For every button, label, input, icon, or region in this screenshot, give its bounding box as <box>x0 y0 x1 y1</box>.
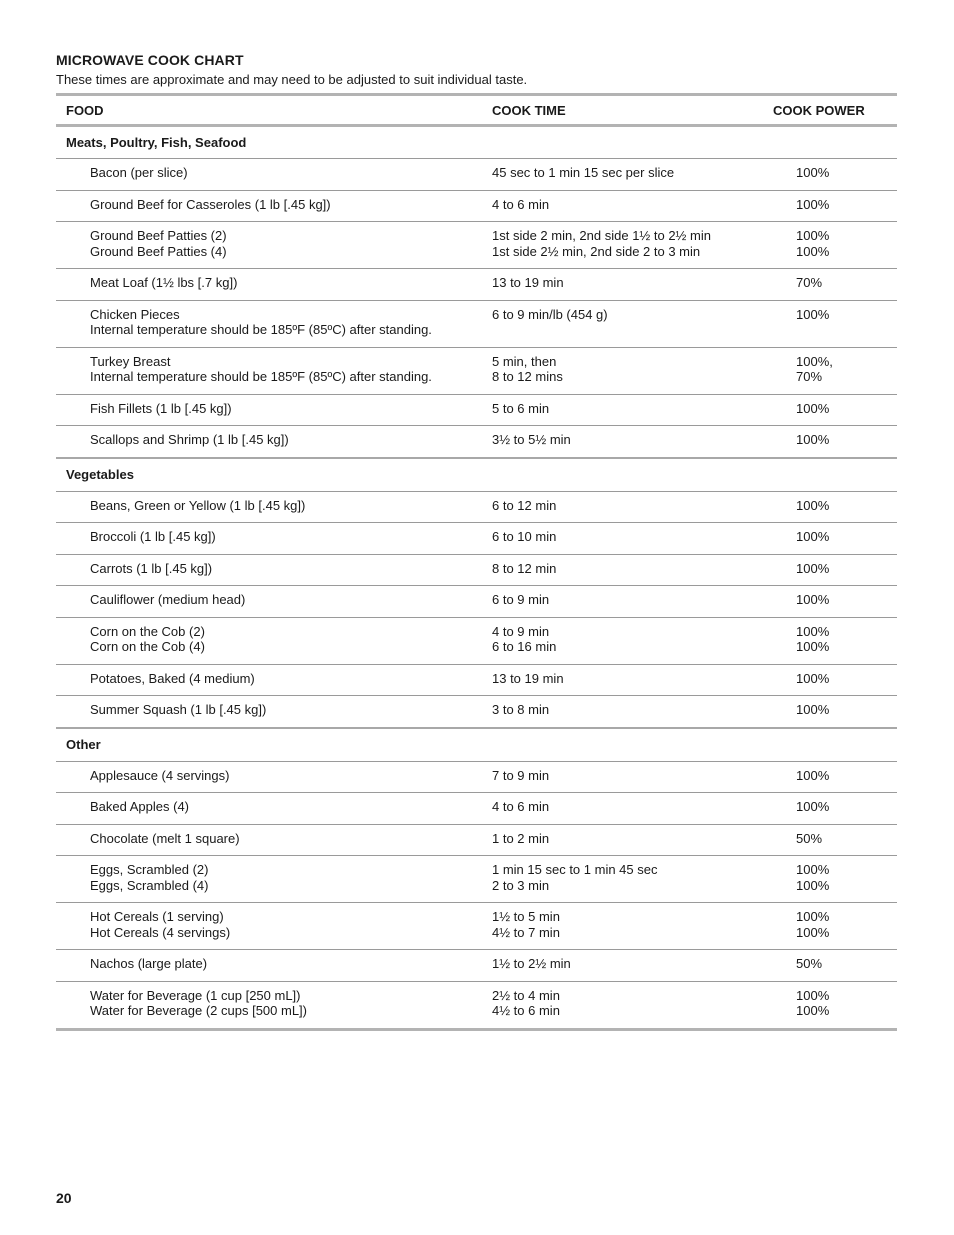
cook-time-cell <box>492 394 773 426</box>
cook-power-cell <box>773 664 897 696</box>
food-cell <box>56 554 492 586</box>
cook-time-cell-line: 4½ to 7 min <box>492 924 560 940</box>
table-row <box>56 491 897 523</box>
cook-time-cell-line: 13 to 19 min <box>492 670 564 686</box>
cook-power-cell-line: 100% <box>796 228 830 243</box>
cook-time-cell <box>492 586 773 618</box>
food-cell-line: Hot Cereals (1 serving) <box>90 909 224 924</box>
food-cell <box>56 300 492 347</box>
cook-power-cell <box>773 793 897 825</box>
cook-time-cell-line: 4½ to 6 min <box>492 1003 560 1018</box>
cook-power-cell-line: 100%, <box>796 353 833 369</box>
cook-power-cell <box>773 300 897 347</box>
cook-time-cell-line: 6 to 9 min <box>492 592 550 607</box>
cook-time-cell-line: 6 to 12 min <box>492 497 557 513</box>
table-row <box>56 824 897 856</box>
table-row <box>56 554 897 586</box>
section-row <box>56 126 897 159</box>
table-row <box>56 269 897 301</box>
table-row <box>56 950 897 982</box>
food-cell <box>56 347 492 394</box>
cook-power-cell-line: 70% <box>796 369 823 384</box>
cook-power-cell-line: 70% <box>796 275 823 290</box>
cook-time-cell <box>492 523 773 555</box>
cook-power-cell-line: 100% <box>796 799 830 814</box>
cook-power-cell-line: 50% <box>796 956 823 971</box>
cook-power-cell <box>773 617 897 664</box>
table-row <box>56 347 897 394</box>
food-cell-line: Fish Fillets (1 lb [.45 kg]) <box>90 400 232 416</box>
cook-time-cell-line: 4 to 9 min <box>492 623 550 639</box>
cook-time-cell-line: 1 to 2 min <box>492 830 550 846</box>
food-cell <box>56 824 492 856</box>
cook-power-cell-line: 100% <box>796 987 830 1003</box>
cook-time-cell-line: 6 to 10 min <box>492 529 557 544</box>
food-cell-line: Broccoli (1 lb [.45 kg]) <box>90 529 216 544</box>
food-cell <box>56 426 492 458</box>
food-cell <box>56 696 492 728</box>
cook-power-cell <box>773 950 897 982</box>
cook-power-cell <box>773 761 897 793</box>
food-cell <box>56 222 492 269</box>
food-cell-line: Eggs, Scrambled (2) <box>90 862 209 877</box>
table-header-row <box>56 95 897 126</box>
cook-time-cell-line: 6 to 16 min <box>492 639 557 654</box>
column-header-cook-power: COOK POWER <box>773 102 865 118</box>
food-cell-line: Water for Beverage (1 cup [250 mL]) <box>90 987 301 1003</box>
cook-time-cell-line: 8 to 12 min <box>492 560 557 576</box>
table-row <box>56 761 897 793</box>
food-cell-line: Chocolate (melt 1 square) <box>90 830 240 846</box>
food-cell-line: Summer Squash (1 lb [.45 kg]) <box>90 702 267 717</box>
cook-time-cell-line: 1½ to 2½ min <box>492 956 571 971</box>
table-row <box>56 394 897 426</box>
food-cell-line: Scallops and Shrimp (1 lb [.45 kg]) <box>90 432 289 447</box>
cook-time-cell <box>492 159 773 191</box>
cook-power-cell-line: 100% <box>796 623 830 639</box>
cook-time-cell-line: 3½ to 5½ min <box>492 432 571 447</box>
food-cell <box>56 664 492 696</box>
food-cell <box>56 491 492 523</box>
cook-power-cell-line: 100% <box>796 702 830 717</box>
table-row <box>56 586 897 618</box>
column-header-food: FOOD <box>66 102 104 118</box>
cook-power-cell <box>773 222 897 269</box>
cook-time-cell-line: 5 to 6 min <box>492 400 550 416</box>
table-row <box>56 159 897 191</box>
cook-time-cell <box>492 190 773 222</box>
cook-power-cell-line: 100% <box>796 306 830 322</box>
cook-power-cell-line: 100% <box>796 497 830 513</box>
cook-power-cell-line: 100% <box>796 165 830 180</box>
cook-time-cell <box>492 856 773 903</box>
cook-power-cell <box>773 347 897 394</box>
cook-power-cell-line: 100% <box>796 560 830 576</box>
food-cell-line: Turkey Breast <box>90 353 171 369</box>
food-cell-line: Hot Cereals (4 servings) <box>90 924 231 940</box>
cook-time-cell-line: 4 to 6 min <box>492 799 550 814</box>
food-cell-line: Beans, Green or Yellow (1 lb [.45 kg]) <box>90 497 306 513</box>
cook-chart-table <box>56 93 897 1031</box>
cook-time-cell <box>492 426 773 458</box>
cook-power-cell-line: 100% <box>796 862 830 877</box>
cook-time-cell-line: 13 to 19 min <box>492 275 564 290</box>
cook-power-cell <box>773 190 897 222</box>
table-row <box>56 664 897 696</box>
cook-time-cell <box>492 222 773 269</box>
food-cell <box>56 856 492 903</box>
food-cell <box>56 523 492 555</box>
table-row <box>56 426 897 458</box>
page-subtitle: These times are approximate and may need to be adjusted to suit individual taste. <box>56 72 528 87</box>
cook-power-cell <box>773 269 897 301</box>
cook-time-cell <box>492 664 773 696</box>
food-cell-line: Internal temperature should be 185ºF (85ºC) after standing. <box>90 369 432 384</box>
food-cell-line: Chicken Pieces <box>90 306 180 322</box>
cook-power-cell-line: 100% <box>796 432 830 447</box>
section-title: Meats, Poultry, Fish, Seafood <box>56 126 897 159</box>
cook-power-cell-line: 100% <box>796 877 830 893</box>
table-header <box>56 95 897 126</box>
page-number: 20 <box>56 1190 72 1206</box>
food-cell <box>56 394 492 426</box>
cook-power-cell <box>773 394 897 426</box>
column-header-cook-time: COOK TIME <box>492 102 566 118</box>
section-row <box>56 728 897 762</box>
food-cell-line: Baked Apples (4) <box>90 799 190 814</box>
food-cell <box>56 981 492 1029</box>
cook-power-cell-line: 100% <box>796 400 830 416</box>
cook-time-cell-line: 2½ to 4 min <box>492 987 560 1003</box>
food-cell <box>56 793 492 825</box>
food-cell-line: Nachos (large plate) <box>90 956 208 971</box>
cook-power-cell <box>773 491 897 523</box>
cook-time-cell <box>492 824 773 856</box>
food-cell-line: Water for Beverage (2 cups [500 mL]) <box>90 1003 308 1018</box>
cook-power-cell-line: 100% <box>796 639 830 654</box>
table-row <box>56 300 897 347</box>
cook-power-cell <box>773 824 897 856</box>
table-row <box>56 523 897 555</box>
cook-power-cell-line: 100% <box>796 670 830 686</box>
cook-power-cell <box>773 903 897 950</box>
cook-power-cell <box>773 586 897 618</box>
food-cell-line: Cauliflower (medium head) <box>90 592 246 607</box>
cook-power-cell <box>773 856 897 903</box>
food-cell <box>56 159 492 191</box>
cook-power-cell-line: 100% <box>796 767 830 783</box>
section-title: Other <box>56 728 897 762</box>
page-title: MICROWAVE COOK CHART <box>56 52 244 68</box>
document-page <box>56 52 897 1031</box>
cook-time-cell <box>492 491 773 523</box>
table-row <box>56 981 897 1029</box>
food-cell <box>56 761 492 793</box>
food-cell-line: Corn on the Cob (4) <box>90 639 205 654</box>
cook-power-cell-line: 100% <box>796 243 830 259</box>
cook-time-cell <box>492 347 773 394</box>
cook-time-cell <box>492 300 773 347</box>
cook-power-cell-line: 100% <box>796 924 830 940</box>
cook-time-cell <box>492 617 773 664</box>
cook-power-cell-line: 100% <box>796 1003 830 1018</box>
cook-power-cell-line: 100% <box>796 529 830 544</box>
cook-time-cell <box>492 981 773 1029</box>
table-row <box>56 190 897 222</box>
cook-time-cell <box>492 761 773 793</box>
cook-power-cell <box>773 554 897 586</box>
cook-time-cell-line: 1½ to 5 min <box>492 909 560 924</box>
cook-time-cell-line: 5 min, then <box>492 353 557 369</box>
cook-power-cell <box>773 159 897 191</box>
cook-time-cell <box>492 793 773 825</box>
section-title: Vegetables <box>56 458 897 492</box>
cook-power-cell <box>773 981 897 1029</box>
cook-power-cell <box>773 426 897 458</box>
food-cell-line: Eggs, Scrambled (4) <box>90 877 209 893</box>
food-cell <box>56 190 492 222</box>
food-cell-line: Bacon (per slice) <box>90 165 188 180</box>
cook-time-cell <box>492 269 773 301</box>
cook-time-cell-line: 8 to 12 mins <box>492 369 563 384</box>
cook-time-cell-line: 7 to 9 min <box>492 767 550 783</box>
table-body <box>56 126 897 1030</box>
food-cell-line: Ground Beef for Casseroles (1 lb [.45 kg]) <box>90 196 331 212</box>
cook-power-cell-line: 100% <box>796 196 830 212</box>
table-row <box>56 793 897 825</box>
cook-time-cell-line: 3 to 8 min <box>492 702 550 717</box>
cook-power-cell-line: 50% <box>796 830 823 846</box>
cook-time-cell-line: 2 to 3 min <box>492 877 550 893</box>
food-cell <box>56 617 492 664</box>
cook-time-cell-line: 1st side 2½ min, 2nd side 2 to 3 min <box>492 243 701 259</box>
food-cell-line: Meat Loaf (1½ lbs [.7 kg]) <box>90 275 238 290</box>
table-row <box>56 222 897 269</box>
table-row <box>56 696 897 728</box>
food-cell-line: Ground Beef Patties (4) <box>90 243 227 259</box>
cook-time-cell <box>492 696 773 728</box>
cook-power-cell-line: 100% <box>796 592 830 607</box>
food-cell <box>56 269 492 301</box>
cook-time-cell-line: 1st side 2 min, 2nd side 1½ to 2½ min <box>492 228 711 243</box>
cook-power-cell <box>773 523 897 555</box>
food-cell-line: Ground Beef Patties (2) <box>90 228 227 243</box>
section-row <box>56 458 897 492</box>
food-cell <box>56 586 492 618</box>
table-row <box>56 903 897 950</box>
cook-time-cell <box>492 903 773 950</box>
cook-time-cell-line: 4 to 6 min <box>492 196 550 212</box>
cook-power-cell <box>773 696 897 728</box>
cook-time-cell <box>492 950 773 982</box>
food-cell-line: Carrots (1 lb [.45 kg]) <box>90 560 213 576</box>
food-cell <box>56 903 492 950</box>
cook-time-cell-line: 1 min 15 sec to 1 min 45 sec <box>492 862 658 877</box>
food-cell-line: Internal temperature should be 185ºF (85ºC) after standing. <box>90 322 432 337</box>
food-cell-line: Applesauce (4 servings) <box>90 767 230 783</box>
table-row <box>56 856 897 903</box>
cook-time-cell-line: 45 sec to 1 min 15 sec per slice <box>492 165 675 180</box>
food-cell <box>56 950 492 982</box>
cook-time-cell <box>492 554 773 586</box>
table-row <box>56 617 897 664</box>
food-cell-line: Corn on the Cob (2) <box>90 623 205 639</box>
cook-power-cell-line: 100% <box>796 909 830 924</box>
cook-time-cell-line: 6 to 9 min/lb (454 g) <box>492 306 608 322</box>
food-cell-line: Potatoes, Baked (4 medium) <box>90 670 255 686</box>
